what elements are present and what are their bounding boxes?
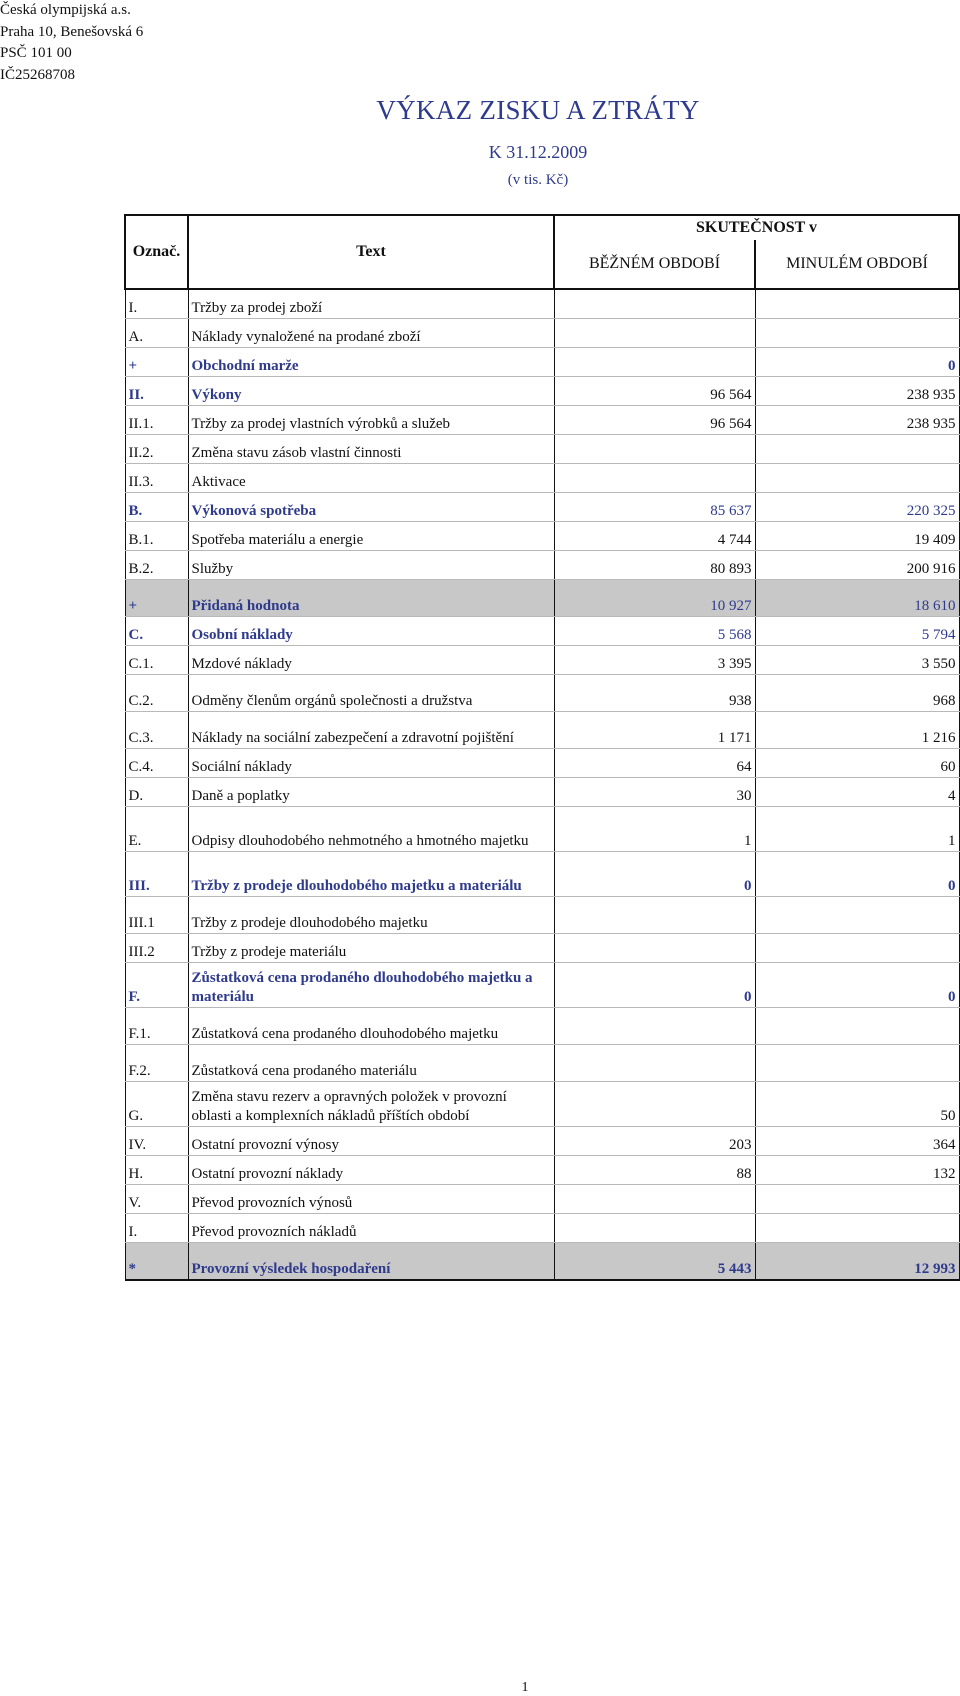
row-previous: 0 — [755, 852, 959, 897]
row-text: Převod provozních nákladů — [188, 1214, 554, 1243]
row-current: 4 744 — [554, 522, 755, 551]
row-text: Přidaná hodnota — [188, 580, 554, 617]
row-previous: 60 — [755, 749, 959, 778]
row-mark: D. — [125, 778, 188, 807]
table-row — [125, 319, 959, 348]
table-row — [125, 580, 959, 617]
table-row — [125, 289, 959, 319]
table-row — [125, 934, 959, 963]
row-mark: V. — [125, 1185, 188, 1214]
income-statement-table — [124, 214, 960, 1281]
row-current: 30 — [554, 778, 755, 807]
row-previous: 0 — [755, 348, 959, 377]
row-text: Výkony — [188, 377, 554, 406]
row-mark: E. — [125, 807, 188, 852]
table-row — [125, 1185, 959, 1214]
row-text: Náklady na sociální zabezpečení a zdravotní pojištění — [188, 712, 554, 749]
row-text: Tržby za prodej zboží — [188, 289, 554, 319]
row-current: 938 — [554, 675, 755, 712]
row-mark: II.1. — [125, 406, 188, 435]
row-text: Služby — [188, 551, 554, 580]
row-previous: 238 935 — [755, 377, 959, 406]
row-current — [554, 934, 755, 963]
company-info — [0, 0, 143, 86]
table-row — [125, 348, 959, 377]
row-mark: III.1 — [125, 897, 188, 934]
row-previous: 5 794 — [755, 617, 959, 646]
row-mark: + — [125, 580, 188, 617]
row-mark: B.1. — [125, 522, 188, 551]
row-previous — [755, 897, 959, 934]
row-mark: F.1. — [125, 1008, 188, 1045]
row-previous — [755, 289, 959, 319]
header-actual: SKUTEČNOST v — [554, 215, 959, 240]
company-name: Česká olympijská a.s. — [0, 2, 131, 18]
row-current: 80 893 — [554, 551, 755, 580]
row-current: 3 395 — [554, 646, 755, 675]
row-text: Tržby z prodeje dlouhodobého majetku — [188, 897, 554, 934]
row-mark: C.4. — [125, 749, 188, 778]
row-previous: 364 — [755, 1127, 959, 1156]
header-mark: Označ. — [125, 215, 188, 289]
row-text: Zůstatková cena prodaného materiálu — [188, 1045, 554, 1082]
row-mark: I. — [125, 1214, 188, 1243]
row-mark: F. — [125, 963, 188, 1008]
row-current — [554, 897, 755, 934]
table-row — [125, 712, 959, 749]
row-current: 1 171 — [554, 712, 755, 749]
row-mark: I. — [125, 289, 188, 319]
row-mark: F.2. — [125, 1045, 188, 1082]
row-mark: B.2. — [125, 551, 188, 580]
row-text: Výkonová spotřeba — [188, 493, 554, 522]
row-previous: 50 — [755, 1082, 959, 1127]
row-mark: II. — [125, 377, 188, 406]
row-mark: + — [125, 348, 188, 377]
row-mark: C. — [125, 617, 188, 646]
row-previous: 4 — [755, 778, 959, 807]
report-unit: (v tis. Kč) — [507, 172, 569, 188]
row-current — [554, 1045, 755, 1082]
row-current: 88 — [554, 1156, 755, 1185]
header-text: Text — [188, 215, 554, 289]
row-previous — [755, 1214, 959, 1243]
table-row — [125, 377, 959, 406]
row-text: Provozní výsledek hospodaření — [188, 1243, 554, 1281]
row-mark: H. — [125, 1156, 188, 1185]
row-text: Zůstatková cena prodaného dlouhodobého majetku — [188, 1008, 554, 1045]
row-previous: 220 325 — [755, 493, 959, 522]
table-row — [125, 1082, 959, 1127]
table-row — [125, 675, 959, 712]
row-current: 10 927 — [554, 580, 755, 617]
row-previous: 1 — [755, 807, 959, 852]
table-row — [125, 1127, 959, 1156]
row-mark: III.2 — [125, 934, 188, 963]
table-row — [125, 778, 959, 807]
row-text: Ostatní provozní náklady — [188, 1156, 554, 1185]
row-current — [554, 1185, 755, 1214]
row-mark: C.1. — [125, 646, 188, 675]
row-text: Ostatní provozní výnosy — [188, 1127, 554, 1156]
row-text: Změna stavu zásob vlastní činnosti — [188, 435, 554, 464]
table-row — [125, 1156, 959, 1185]
row-current: 5 443 — [554, 1243, 755, 1281]
company-id: IČ25268708 — [0, 66, 75, 83]
row-previous: 200 916 — [755, 551, 959, 580]
table-row — [125, 435, 959, 464]
row-current — [554, 319, 755, 348]
table-row — [125, 807, 959, 852]
row-text: Změna stavu rezerv a opravných položek v provozní oblasti a komplexních nákladů příštích období — [188, 1082, 554, 1127]
report-title: VÝKAZ ZISKU A ZTRÁTY — [376, 95, 700, 125]
row-current: 96 564 — [554, 406, 755, 435]
table-row — [125, 464, 959, 493]
table-row — [125, 749, 959, 778]
row-previous: 968 — [755, 675, 959, 712]
row-previous: 0 — [755, 963, 959, 1008]
row-mark: C.2. — [125, 675, 188, 712]
row-text: Spotřeba materiálu a energie — [188, 522, 554, 551]
table-row — [125, 897, 959, 934]
table-row — [125, 1008, 959, 1045]
row-current: 0 — [554, 963, 755, 1008]
row-current — [554, 1008, 755, 1045]
table-row — [125, 617, 959, 646]
row-mark: II.2. — [125, 435, 188, 464]
row-text: Tržby z prodeje dlouhodobého majetku a materiálu — [188, 852, 554, 897]
row-mark: II.3. — [125, 464, 188, 493]
row-current: 96 564 — [554, 377, 755, 406]
row-previous — [755, 1045, 959, 1082]
row-previous: 19 409 — [755, 522, 959, 551]
row-current — [554, 435, 755, 464]
row-mark: III. — [125, 852, 188, 897]
row-mark: A. — [125, 319, 188, 348]
table-row — [125, 646, 959, 675]
row-mark: C.3. — [125, 712, 188, 749]
table-row — [125, 551, 959, 580]
table-row — [125, 1045, 959, 1082]
row-current — [554, 348, 755, 377]
row-previous — [755, 464, 959, 493]
company-postal: PSČ 101 00 — [0, 45, 72, 61]
row-previous: 1 216 — [755, 712, 959, 749]
page-number: 1 — [521, 1680, 529, 1695]
row-previous — [755, 319, 959, 348]
row-mark: G. — [125, 1082, 188, 1127]
header-previous-period: MINULÉM OBDOBÍ — [755, 240, 959, 289]
row-current — [554, 1082, 755, 1127]
row-mark: IV. — [125, 1127, 188, 1156]
row-current — [554, 289, 755, 319]
row-text: Zůstatková cena prodaného dlouhodobého majetku a materiálu — [188, 963, 554, 1008]
row-previous: 18 610 — [755, 580, 959, 617]
row-current: 0 — [554, 852, 755, 897]
row-previous — [755, 934, 959, 963]
table-row — [125, 493, 959, 522]
header-current-period: BĚŽNÉM OBDOBÍ — [554, 240, 755, 289]
row-mark: * — [125, 1243, 188, 1281]
table-row — [125, 963, 959, 1008]
report-date: K 31.12.2009 — [488, 142, 588, 162]
row-current: 64 — [554, 749, 755, 778]
row-current — [554, 464, 755, 493]
row-text: Osobní náklady — [188, 617, 554, 646]
table-row — [125, 522, 959, 551]
table-row — [125, 1243, 959, 1281]
row-text: Odměny členům orgánů společnosti a družstva — [188, 675, 554, 712]
row-previous: 132 — [755, 1156, 959, 1185]
row-text: Tržby z prodeje materiálu — [188, 934, 554, 963]
row-text: Náklady vynaložené na prodané zboží — [188, 319, 554, 348]
row-text: Mzdové náklady — [188, 646, 554, 675]
row-text: Odpisy dlouhodobého nehmotného a hmotného majetku — [188, 807, 554, 852]
row-previous — [755, 1008, 959, 1045]
row-previous: 3 550 — [755, 646, 959, 675]
row-previous — [755, 1185, 959, 1214]
table-row — [125, 1214, 959, 1243]
row-current: 5 568 — [554, 617, 755, 646]
row-text: Převod provozních výnosů — [188, 1185, 554, 1214]
table-row — [125, 406, 959, 435]
row-text: Daně a poplatky — [188, 778, 554, 807]
company-address: Praha 10, Benešovská 6 — [0, 23, 144, 40]
row-previous — [755, 435, 959, 464]
row-previous: 12 993 — [755, 1243, 959, 1281]
row-mark: B. — [125, 493, 188, 522]
row-current: 203 — [554, 1127, 755, 1156]
row-text: Obchodní marže — [188, 348, 554, 377]
row-current — [554, 1214, 755, 1243]
row-current: 85 637 — [554, 493, 755, 522]
row-text: Aktivace — [188, 464, 554, 493]
row-text: Sociální náklady — [188, 749, 554, 778]
table-row — [125, 852, 959, 897]
row-previous: 238 935 — [755, 406, 959, 435]
row-current: 1 — [554, 807, 755, 852]
row-text: Tržby za prodej vlastních výrobků a služeb — [188, 406, 554, 435]
